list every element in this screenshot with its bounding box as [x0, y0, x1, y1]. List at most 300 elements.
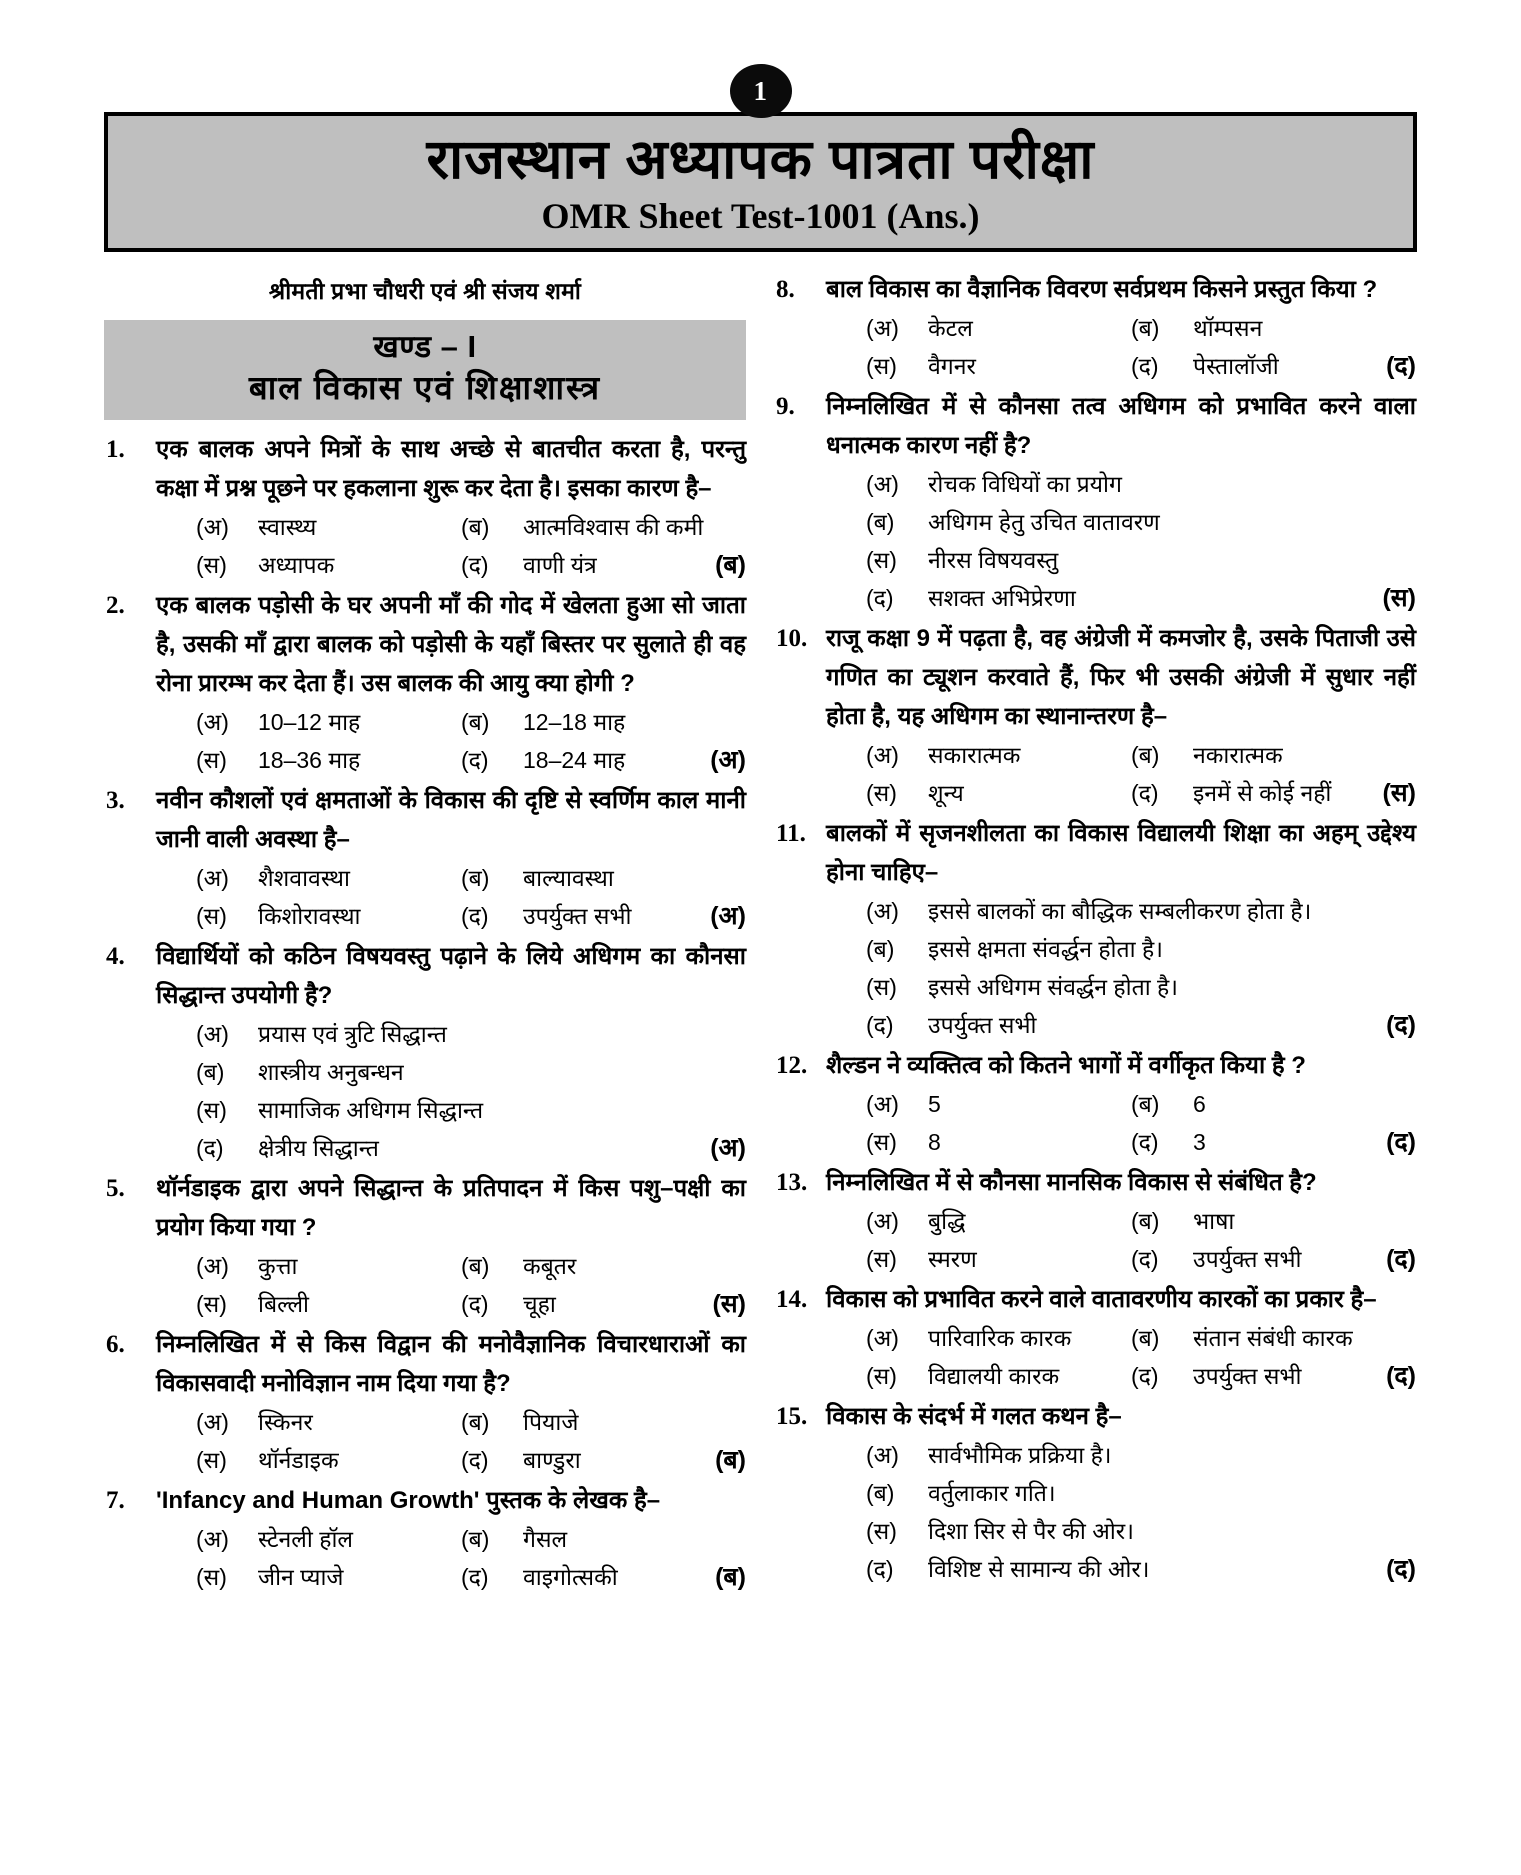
question-body	[826, 1046, 1416, 1161]
question-number: 5.	[106, 1175, 125, 1202]
option-value: शून्य	[928, 780, 964, 806]
answer-key: (द)	[1386, 1128, 1416, 1156]
option-row	[866, 736, 1416, 774]
option-key: (द)	[461, 1291, 489, 1317]
answer-key: (अ)	[710, 746, 746, 774]
option-key: (स)	[866, 1129, 897, 1155]
option-value: स्किनर	[258, 1409, 313, 1435]
option-row	[196, 1091, 746, 1129]
option-key: (अ)	[866, 742, 899, 768]
option-list	[156, 1247, 746, 1323]
option-value: विशिष्ट से सामान्य की ओर।	[928, 1556, 1150, 1582]
option-key: (स)	[866, 1246, 897, 1272]
option[interactable]	[1131, 1319, 1416, 1357]
option-row	[866, 1357, 1416, 1395]
option[interactable]	[866, 1123, 1131, 1161]
right-question-list	[774, 270, 1416, 1588]
option-row	[866, 892, 1416, 930]
option-row	[866, 541, 1416, 579]
question-body	[156, 586, 746, 779]
question-number: 10.	[776, 625, 808, 652]
option[interactable]	[1131, 1123, 1374, 1161]
option-row	[866, 968, 1416, 1006]
option-list	[826, 736, 1416, 812]
option-row	[866, 347, 1416, 385]
option-value: शैशवावस्था	[258, 865, 350, 891]
option[interactable]	[196, 1053, 746, 1091]
option-value: 18–36 माह	[258, 747, 361, 773]
option[interactable]	[461, 1441, 703, 1479]
option-value: बुद्धि	[928, 1208, 966, 1234]
answer-key: (द)	[1386, 1362, 1416, 1390]
option-key: (द)	[1131, 780, 1159, 806]
question-text: निम्नलिखित में से कौनसा मानसिक विकास से संबंधित है?	[826, 1169, 1317, 1196]
option-row	[866, 1474, 1416, 1512]
option[interactable]	[1131, 1357, 1374, 1395]
option-value: वाइगोत्सकी	[523, 1564, 618, 1590]
option[interactable]	[1131, 1085, 1416, 1123]
option-key: (द)	[461, 1564, 489, 1590]
option[interactable]	[1131, 736, 1416, 774]
option-value: वाणी यंत्र	[523, 552, 597, 578]
question-body	[156, 1325, 746, 1479]
option-row	[196, 1015, 746, 1053]
option-value: नीरस विषयवस्तु	[928, 547, 1059, 573]
question-text: विद्यार्थियों को कठिन विषयवस्तु पढ़ाने के लिये अधिगम का कौनसा सिद्धान्त उपयोगी है?	[156, 943, 746, 1009]
question-body	[826, 1397, 1416, 1588]
option[interactable]	[866, 347, 1131, 385]
option-row	[196, 741, 746, 779]
option-value: दिशा सिर से पैर की ओर।	[928, 1518, 1134, 1544]
option[interactable]	[196, 1129, 698, 1167]
question-number: 9.	[776, 393, 795, 420]
option-row	[196, 1403, 746, 1441]
option[interactable]	[196, 1091, 746, 1129]
option-key: (ब)	[866, 1480, 895, 1506]
section-name: बाल विकास एवं शिक्षाशास्त्र	[248, 369, 602, 406]
question-number: 4.	[106, 943, 125, 970]
question-text: बालकों में सृजनशीलता का विकास विद्यालयी शिक्षा का अहम् उद्देश्य होना चाहिए–	[826, 820, 1416, 886]
answer-key: (द)	[1386, 1011, 1416, 1039]
left-column	[104, 268, 746, 1598]
option-key: (अ)	[866, 1208, 899, 1234]
option-key: (अ)	[196, 1253, 229, 1279]
option[interactable]	[461, 859, 746, 897]
option-key: (ब)	[1131, 1325, 1160, 1351]
option[interactable]	[196, 859, 461, 897]
question-block	[774, 619, 1416, 812]
option-value: 10–12 माह	[258, 709, 361, 735]
option[interactable]	[196, 1247, 461, 1285]
option-value: स्वास्थ्य	[258, 514, 317, 540]
question-block	[104, 1481, 746, 1596]
option-value: क्षेत्रीय सिद्धान्त	[258, 1135, 379, 1161]
option-list	[826, 892, 1416, 1044]
option[interactable]	[1131, 347, 1374, 385]
option-key: (द)	[1131, 1363, 1159, 1389]
option-key: (अ)	[866, 898, 899, 924]
option-key: (स)	[866, 1363, 897, 1389]
option-list	[156, 508, 746, 584]
option-value: अध्यापक	[258, 552, 335, 578]
option-row	[196, 859, 746, 897]
option-value: प्रयास एवं त्रुटि सिद्धान्त	[258, 1021, 447, 1047]
exam-subtitle-english: OMR Sheet Test-1001 (Ans.)	[541, 196, 980, 236]
question-body	[156, 1169, 746, 1323]
option-key: (ब)	[1131, 1091, 1160, 1117]
option-row	[866, 774, 1416, 812]
option-value: स्टेनली हॉल	[258, 1526, 354, 1552]
option[interactable]	[461, 1247, 746, 1285]
option[interactable]	[461, 741, 698, 779]
question-number: 7.	[106, 1487, 125, 1514]
option[interactable]	[196, 546, 461, 584]
option-row	[866, 1202, 1416, 1240]
option-row	[866, 465, 1416, 503]
option-value: बिल्ली	[258, 1291, 310, 1317]
option-value: पियाजे	[523, 1409, 579, 1435]
option-key: (द)	[1131, 353, 1159, 379]
option-key: (अ)	[866, 1091, 899, 1117]
option-row	[196, 508, 746, 546]
question-number: 14.	[776, 1286, 808, 1313]
option-key: (द)	[461, 903, 489, 929]
option[interactable]	[461, 1520, 746, 1558]
option-value: 18–24 माह	[523, 747, 626, 773]
option-value: रोचक विधियों का प्रयोग	[928, 471, 1122, 497]
option-value: थॉर्नडाइक	[258, 1447, 339, 1473]
option[interactable]	[196, 1441, 461, 1479]
option-key: (द)	[196, 1135, 224, 1161]
option-value: 5	[928, 1091, 941, 1117]
option[interactable]	[196, 1285, 461, 1323]
option-key: (ब)	[461, 865, 490, 891]
question-block	[104, 1169, 746, 1323]
question-text: विकास के संदर्भ में गलत कथन है–	[826, 1403, 1122, 1430]
option[interactable]	[461, 1558, 703, 1596]
option-key: (अ)	[866, 315, 899, 341]
option-row	[866, 1512, 1416, 1550]
option-value: 8	[928, 1129, 941, 1155]
option-key: (द)	[461, 552, 489, 578]
option-value: गैसल	[523, 1526, 568, 1552]
authors-byline: श्रीमती प्रभा चौधरी एवं श्री संजय शर्मा	[268, 278, 582, 304]
question-body	[826, 387, 1416, 617]
option[interactable]	[866, 736, 1131, 774]
option[interactable]	[866, 968, 1416, 1006]
option-value: 12–18 माह	[523, 709, 626, 735]
option-key: (अ)	[866, 1442, 899, 1468]
option-list	[156, 1520, 746, 1596]
option-key: (अ)	[866, 471, 899, 497]
option[interactable]	[866, 1474, 1416, 1512]
option-value: चूहा	[523, 1291, 556, 1317]
option-key: (ब)	[1131, 1208, 1160, 1234]
section-label: खण्ड – I	[373, 329, 477, 364]
option-key: (स)	[196, 1097, 227, 1123]
question-text: 'Infancy and Human Growth' पुस्तक के लेखक है–	[156, 1487, 661, 1514]
question-number: 1.	[106, 436, 125, 463]
option-key: (स)	[196, 1291, 227, 1317]
option[interactable]	[461, 1285, 700, 1323]
option-key: (स)	[196, 903, 227, 929]
question-text: निम्नलिखित में से कौनसा तत्व अधिगम को प्रभावित करने वाला धनात्मक कारण नहीं है?	[826, 393, 1416, 459]
answer-key: (द)	[1386, 352, 1416, 380]
option-list	[156, 859, 746, 935]
option-row	[196, 1129, 746, 1167]
option-row	[866, 503, 1416, 541]
right-column	[774, 268, 1416, 1590]
option-row	[196, 1441, 746, 1479]
page-number-badge: 1	[730, 64, 792, 118]
option-value: 6	[1193, 1091, 1206, 1117]
option-key: (ब)	[461, 709, 490, 735]
question-text: नवीन कौशलों एवं क्षमताओं के विकास की दृष्टि से स्वर्णिम काल मानी जानी वाली अवस्था है–	[156, 787, 746, 853]
answer-key: (द)	[1386, 1555, 1416, 1583]
option-key: (स)	[196, 1564, 227, 1590]
option-value: थॉम्पसन	[1193, 315, 1263, 341]
option-key: (द)	[461, 747, 489, 773]
option-value: इससे क्षमता संवर्द्धन होता है।	[928, 936, 1163, 962]
option-value: कुत्ता	[258, 1253, 298, 1279]
option-row	[196, 1285, 746, 1323]
option-value: उपर्युक्त सभी	[523, 903, 632, 929]
exam-title-hindi: राजस्थान अध्यापक पात्रता परीक्षा	[426, 128, 1095, 190]
option[interactable]	[196, 703, 461, 741]
left-question-list	[104, 430, 746, 1596]
option[interactable]	[866, 309, 1131, 347]
question-block	[104, 937, 746, 1167]
option-row	[866, 1240, 1416, 1278]
option[interactable]	[866, 892, 1416, 930]
option-row	[866, 1006, 1416, 1044]
question-body	[826, 1163, 1416, 1278]
question-text: राजू कक्षा 9 में पढ़ता है, वह अंग्रेजी में कमजोर है, उसके पिताजी उसे गणित का ट्यूशन करवाते हैं, फिर भी उसकी अंग्रेजी में सुधार नहीं होता है, यह अधिगम का स्थानान्तरण है–	[826, 625, 1416, 730]
option-value: स्मरण	[928, 1246, 977, 1272]
option-row	[866, 1436, 1416, 1474]
option-row	[866, 1319, 1416, 1357]
option-key: (अ)	[866, 1325, 899, 1351]
question-text: थॉर्नडाइक द्वारा अपने सिद्धान्त के प्रतिपादन में किस पशु–पक्षी का प्रयोग किया गया ?	[156, 1175, 746, 1241]
option-value: जीन प्याजे	[258, 1564, 344, 1590]
option-key: (द)	[866, 585, 894, 611]
option-value: केटल	[928, 315, 973, 341]
option-key: (द)	[866, 1012, 894, 1038]
option[interactable]	[866, 930, 1416, 968]
question-block	[104, 781, 746, 935]
option[interactable]	[866, 1085, 1131, 1123]
section-header-box	[104, 320, 746, 420]
option[interactable]	[866, 1512, 1416, 1550]
option-key: (अ)	[196, 1526, 229, 1552]
title-banner	[104, 112, 1417, 252]
option[interactable]	[866, 1357, 1131, 1395]
option-value: कबूतर	[523, 1253, 577, 1279]
option[interactable]	[866, 1240, 1131, 1278]
question-block	[774, 270, 1416, 385]
option-list	[156, 703, 746, 779]
question-number: 8.	[776, 276, 795, 303]
answer-key: (ब)	[715, 1446, 746, 1474]
question-block	[774, 814, 1416, 1044]
option-key: (द)	[1131, 1129, 1159, 1155]
question-body	[826, 270, 1416, 385]
question-block	[774, 1163, 1416, 1278]
option-key: (ब)	[1131, 315, 1160, 341]
option-value: उपर्युक्त सभी	[928, 1012, 1037, 1038]
option-list	[826, 1202, 1416, 1278]
option[interactable]	[1131, 309, 1416, 347]
option[interactable]	[196, 741, 461, 779]
question-body	[156, 430, 746, 584]
option[interactable]	[866, 579, 1370, 617]
option[interactable]	[461, 508, 746, 546]
option[interactable]	[1131, 1202, 1416, 1240]
option[interactable]	[196, 1520, 461, 1558]
option-value: सकारात्मक	[928, 742, 1021, 768]
question-number: 2.	[106, 592, 125, 619]
question-number: 6.	[106, 1331, 125, 1358]
option[interactable]	[196, 1403, 461, 1441]
option[interactable]	[866, 465, 1416, 503]
option[interactable]	[461, 1403, 746, 1441]
question-body	[826, 814, 1416, 1044]
question-text: बाल विकास का वैज्ञानिक विवरण सर्वप्रथम किसने प्रस्तुत किया ?	[826, 276, 1378, 303]
option-key: (ब)	[461, 1526, 490, 1552]
answer-key: (स)	[1382, 584, 1416, 612]
option[interactable]	[866, 774, 1131, 812]
option-value: पारिवारिक कारक	[928, 1325, 1072, 1351]
option-key: (स)	[866, 974, 897, 1000]
answer-key: (द)	[1386, 1245, 1416, 1273]
question-block	[104, 1325, 746, 1479]
question-text: विकास को प्रभावित करने वाले वातावरणीय कारकों का प्रकार है–	[826, 1286, 1377, 1313]
option[interactable]	[461, 897, 698, 935]
option-row	[866, 1123, 1416, 1161]
option-list	[826, 1085, 1416, 1161]
option[interactable]	[1131, 774, 1370, 812]
question-block	[774, 1397, 1416, 1588]
question-number: 13.	[776, 1169, 808, 1196]
question-text: शैल्डन ने व्यक्तित्व को कितने भागों में वर्गीकृत किया है ?	[826, 1052, 1306, 1079]
option-row	[196, 897, 746, 935]
option-key: (ब)	[196, 1059, 225, 1085]
answer-key: (ब)	[715, 551, 746, 579]
option-key: (स)	[866, 1518, 897, 1544]
option-key: (अ)	[196, 514, 229, 540]
answer-key: (अ)	[710, 902, 746, 930]
question-number: 15.	[776, 1403, 808, 1430]
option-value: बाण्डुरा	[523, 1447, 581, 1473]
option-value: इससे अधिगम संवर्द्धन होता है।	[928, 974, 1178, 1000]
option-value: वर्तुलाकार गति।	[928, 1480, 1056, 1506]
option-key: (ब)	[866, 509, 895, 535]
option-key: (अ)	[196, 1409, 229, 1435]
option-value: नकारात्मक	[1193, 742, 1283, 768]
option-key: (अ)	[196, 865, 229, 891]
option-list	[156, 1403, 746, 1479]
answer-key: (स)	[1382, 779, 1416, 807]
option[interactable]	[196, 508, 461, 546]
option[interactable]	[866, 503, 1416, 541]
option-row	[196, 703, 746, 741]
option-list	[826, 1436, 1416, 1588]
option-row	[196, 1053, 746, 1091]
question-body	[826, 1280, 1416, 1395]
option-value: शास्त्रीय अनुबन्धन	[258, 1059, 404, 1085]
option[interactable]	[196, 897, 461, 935]
option-value: उपर्युक्त सभी	[1193, 1246, 1302, 1272]
option-list	[826, 1319, 1416, 1395]
option-row	[866, 579, 1416, 617]
question-block	[104, 430, 746, 584]
option-key: (स)	[196, 552, 227, 578]
option-value: विद्यालयी कारक	[928, 1363, 1060, 1389]
option-row	[866, 309, 1416, 347]
option-value: 3	[1193, 1129, 1206, 1155]
option-row	[866, 1550, 1416, 1588]
question-text: एक बालक पड़ोसी के घर अपनी माँ की गोद में खेलता हुआ सो जाता है, उसकी माँ द्वारा बालक को पड़ोसी के यहाँ बिस्तर पर सुलाते ही वह रोना प्रारम्भ कर देता हैं। उस बालक की आयु क्या होगी ?	[156, 592, 746, 697]
question-number: 3.	[106, 787, 125, 814]
option-value: वैगनर	[928, 353, 976, 379]
option[interactable]	[196, 1558, 461, 1596]
option[interactable]	[866, 541, 1416, 579]
option-value: अधिगम हेतु उचित वातावरण	[928, 509, 1160, 535]
option[interactable]	[866, 1550, 1374, 1588]
option-value: सार्वभौमिक प्रक्रिया है।	[928, 1442, 1112, 1468]
option[interactable]	[461, 703, 746, 741]
option-value: भाषा	[1193, 1208, 1235, 1234]
question-block	[774, 1046, 1416, 1161]
option[interactable]	[866, 1006, 1374, 1044]
option-key: (स)	[866, 780, 897, 806]
answer-key: (अ)	[710, 1134, 746, 1162]
option-value: सशक्त अभिप्रेरणा	[928, 585, 1076, 611]
question-text: निम्नलिखित में से किस विद्वान की मनोवैज्ञानिक विचारधाराओं का विकासवादी मनोविज्ञान नाम दिया गया है?	[156, 1331, 746, 1397]
option-value: सामाजिक अधिगम सिद्धान्त	[258, 1097, 484, 1123]
option-key: (स)	[196, 1447, 227, 1473]
option-key: (अ)	[196, 709, 229, 735]
answer-key: (स)	[712, 1290, 746, 1318]
option-row	[196, 1558, 746, 1596]
option[interactable]	[461, 546, 703, 584]
option-value: किशोरावस्था	[258, 903, 361, 929]
option[interactable]	[866, 1202, 1131, 1240]
question-block	[104, 586, 746, 779]
option-row	[866, 1085, 1416, 1123]
question-body	[156, 937, 746, 1167]
option[interactable]	[1131, 1240, 1374, 1278]
option-list	[826, 309, 1416, 385]
option-row	[866, 930, 1416, 968]
option-key: (स)	[866, 353, 897, 379]
option-list	[156, 1015, 746, 1167]
question-block	[774, 1280, 1416, 1395]
option-row	[196, 1247, 746, 1285]
option-key: (स)	[866, 547, 897, 573]
question-number: 11.	[776, 820, 806, 847]
option[interactable]	[196, 1015, 746, 1053]
option-key: (ब)	[461, 1409, 490, 1435]
option-value: पेस्तालॉजी	[1193, 353, 1279, 379]
option[interactable]	[866, 1319, 1131, 1357]
option-key: (ब)	[461, 514, 490, 540]
option-key: (द)	[1131, 1246, 1159, 1272]
option-key: (ब)	[1131, 742, 1160, 768]
option-key: (स)	[196, 747, 227, 773]
option[interactable]	[866, 1436, 1416, 1474]
option-row	[196, 1520, 746, 1558]
